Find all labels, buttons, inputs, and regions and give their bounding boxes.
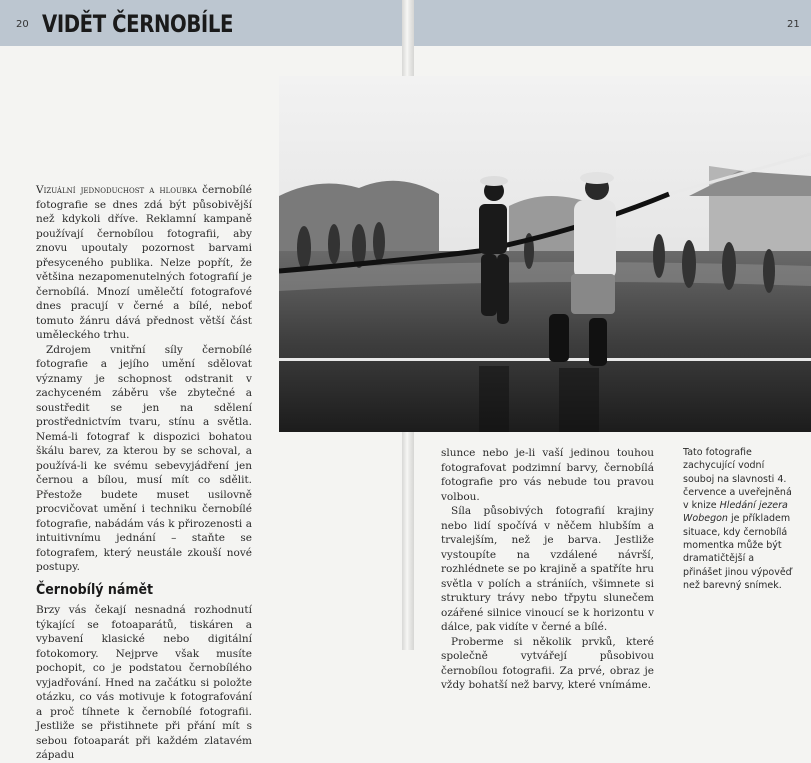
photo-caption [683, 446, 795, 592]
section-subheading: Černobílý námět [36, 581, 154, 598]
main-text-column-right [441, 446, 654, 693]
caption-text-start: Tato fotografie zachycující vodní souboj na slavnosti 4. července a uveřejněná v knize [683, 447, 792, 512]
paragraph-4: slunce nebo je-li vaší jedinou touhou fotografovat podzimní barvy, černobílá fotografie pro vás nebude tou pravou volbou. [441, 447, 654, 503]
caption-text-end: je příkladem situace, kdy černobílá momentka může být dramatičtější a přinášet jinou výpověď než barevný snímek. [683, 513, 792, 591]
paragraph-5: Síla působivých fotografií krajiny nebo lidí spočívá v něčem hlubším a trvalejším, než je barva. Jestliže vystoupíte na vzdálené návrší, rozhlédnete se po krajině a spatříte hru světla v polích a strániích, všimnete si struktury trávy nebo třpytu slunečem ozářené silnice vinoucí se k horizontu v dálce, pak vidíte v černé a bílé. [441, 505, 654, 633]
page-number-left: 20 [16, 19, 29, 30]
intro-lead-in: Vizuální jednoduchost a hloubka [36, 184, 198, 196]
intro-paragraph [36, 183, 252, 343]
page-number-right: 21 [787, 19, 800, 30]
water-fight-photo [279, 76, 811, 432]
intro-text: černobílé fotografie se dnes zdá být působivější než kdykoli dříve. Reklamní kampaně používají černobílou fotografii, aby znovu upoutaly pozornost barvami přesyceného publika. Nelze popřít, že většina nezapomenutelných fotografií je černobílá. Mnozí umělečtí fotografové dnes pracují v černé a bílé, neboť tomuto žánru dává přednost větší část uměleckého trhu. [36, 184, 253, 341]
paragraph-6: Proberme si několik prvků, které společně vytvářejí působivou černobílou fotografii. Za prvé, obraz je vždy bohatší než barvy, které vnímáme. [441, 635, 654, 691]
paragraph-3: Brzy vás čekají nesnadná rozhodnutí týkající se fotoaparátů, tiskáren a vybavení klasické nebo digitální fotokomory. Nejprve však musíte pochopit, co je podstatou černobílého vyjadřování. Hned na začátku si položte otázku, co vás motivuje k fotografování a proč tíhnete k černobílé fotografii. Jestliže se přistihnete při přání mít s sebou fotoaparát při každém zlatavém západu [36, 604, 252, 761]
caption-book-title: Hledání jezera Wobegon [683, 500, 788, 525]
chapter-title: VIDĚT ČERNOBÍLE [42, 10, 234, 38]
paragraph-2: Zdrojem vnitřní síly černobílé fotografie a jejího umění sdělovat významy je schopnost odstranit v zachyceném záběru vše zbytečné a soustředit se jen na sdělení prostřednictvím tvaru, stínu a světla. Nemá-li fotograf k dispozici bohatou škálu barev, za kterou by se schoval, a používá-li ke svému sebevyjádření jen černou a bílou, musí mít co sdělit. Přestože budete muset usilovně procvičovat umění i techniku černobílé fotografie, nabádám vás k přirozenosti a intuitivnímu jednání – staňte se fotografem, který neustále zkouší nové postupy. [36, 343, 252, 573]
header-band-right [414, 0, 811, 46]
main-text-column-left [36, 183, 252, 763]
